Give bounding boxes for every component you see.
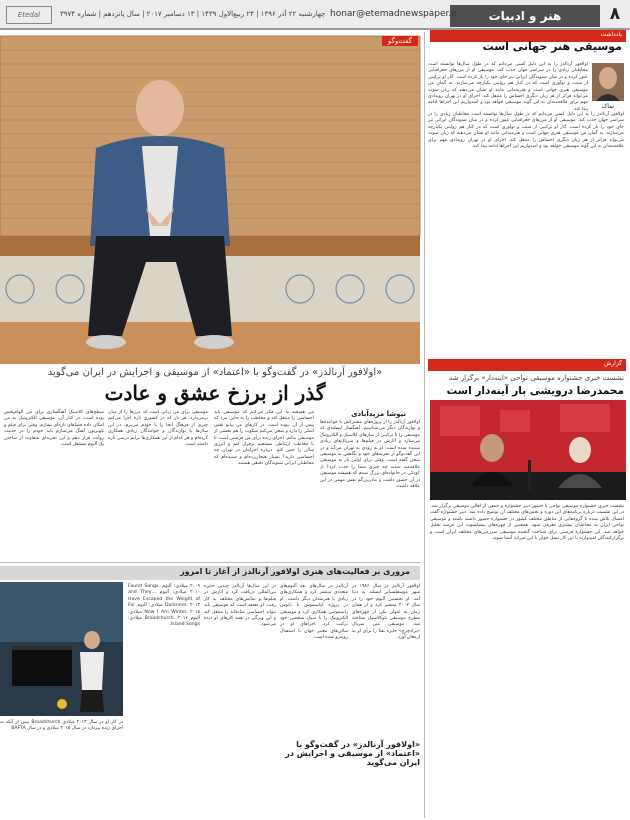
side-title: موسیقی هنر جهانی است bbox=[482, 40, 622, 53]
main-story-col3: موسیقی برای من زبانی است که مرزها را از میان برمی‌دارد. هر بار که در کشوری تازه اجرا می‌کنم چیزی از فرهنگ آنجا را با خودم می‌برم. در این سال‌ها با نوازندگان و خوانندگان زیادی همکاری کرده‌ام و هر کدام از این همکاری‌ها برایم درسی تازه داشته است. bbox=[108, 410, 208, 448]
band-title: مروری بر فعالیت‌های هنری اولافور آرنالدز از آغاز تا امروز bbox=[180, 567, 410, 576]
main-story-col4: سطح‌های کلاسیک آهنگسازی برای من الهام‌بخش بوده است. در کنار آن، موسیقی الکترونیک به من امکان داده فضاهای تازه‌ای بسازم. وقتی برای فیلم و تلویزیون آهنگ می‌سازم باید خودم را در خدمت روایت قرار دهم و این تجربه‌ای متفاوت از ساختن یک آلبوم مستقل است. bbox=[4, 410, 104, 448]
bottom-col-1: ۲۰۰۹ میلادی: آلبوم Found Songs. ۲۰۱۰ میلادی: آلبوم ...and They Have Escaped the Weight of Darkness. ۲۰۱۳ میلادی: آلبوم For Now I Am Winter. ۲۰۱۵ میلادی: آلبوم Broadchurch. ۲۰۱۶ میلادی: Island Songs. bbox=[128, 584, 201, 628]
main-photo bbox=[0, 36, 420, 364]
photo-kicker-label: گفت‌وگو bbox=[382, 36, 418, 46]
report-body: نشست خبری جشنواره موسیقی نواحی با حضور دبیر جشنواره و جمعی از اهالی موسیقی برگزار شد. در این نشست درباره برنامه‌های این دوره و بخش‌های مختلف آن توضیح داده شد. دبیر جشنواره گفت امسال تلاش شده تا گروه‌هایی از مناطق مختلف کشور در جشنواره حضور داشته باشند و موسیقی نواحی ایران به مخاطبان بیشتری معرفی شود. همچنین از چهره‌های پیشکسوت این عرصه تجلیل خواهد شد. این جشنواره فرصتی برای شناخت گنجینه موسیقی سرزمین‌های مختلف ایران است و برگزارکنندگان امیدوارند با این کار نسل جوان با این میراث آشنا شوند. bbox=[430, 504, 624, 542]
main-story-byline: نیوشا مزیدآبادی bbox=[351, 410, 406, 418]
main-story-col2: من همیشه به این فکر می‌کنم که موسیقی باید احساسی را منتقل کند و مخاطب را به جایی ببرد که پیش از آن نبوده است. در کارهای من پیانو نقش اصلی را دارد و سعی می‌کنم سکوت را هم بخشی از موسیقی بدانم. اجرای زنده برای من فرصتی است تا با مخاطب ارتباطی مستقیم برقرار کنم و انرژی سالن را حس کنم. درباره اجرایتان در تهران چه احساسی دارید؟ بسیار هیجان‌زده‌ام و شنیده‌ام که مخاطبان ایرانی شنوندگان دقیقی هستند. bbox=[214, 410, 314, 467]
issue-line: چهارشنبه ۲۲ آذر ۱۳۹۶ | ۲۴ ربیع‌الاول ۱۴۳۹ | ۱۳ دسامبر ۲۰۱۷ | سال پانزدهم | شماره ۳۹۷۴ bbox=[60, 10, 326, 18]
side-text-top: اولافور آرنالدز را به این دلیل کسی می‌دانم که در طول سال‌ها توانسته است مخاطبان زیادی را در سراسر جهان جذب کند. موسیقی او از مرزهای جغرافیایی عبور کرده و در میان شنوندگان ایرانی نیز جای خود را باز کرده است. آثار او ترکیبی از سنت و نوآوری است که در کنار هم روایتی یکپارچه می‌سازند. به گمان من موسیقی هنری جهانی است و هنرمندانی مانند او نشان می‌دهند که زبان صوت می‌تواند فراتر از هر زبان دیگری احساس را منتقل کند. اجرای او در تهران رویدادی مهم برای علاقه‌مندان به این گونه موسیقی خواهد بود و امیدواریم این اجراها ادامه پیدا کند. bbox=[428, 62, 588, 112]
side-kicker-label: یادداشت bbox=[600, 31, 622, 38]
report-title: محمدرضا درویشی بار آینه‌دار است bbox=[446, 385, 624, 397]
bottom-col-3: آرنالدز در سال‌های بعد آلبوم‌های متعددی منتشر کرد و همکاری‌های زیادی با هنرمندان دیگر داشت. او در پروژه کیاسموس با یانوس راسموسن همکاری کرد و موسیقی الکترونیک را با سبک شخصی خود ترکیب کرد. اجراهای او در سالن‌های معتبر جهان با استقبال روبه‌رو شده است. bbox=[280, 584, 348, 641]
bottom-pullquote: «اولافور آرنالدز» در گفت‌وگو با «اعتماد» از موسیقی و اجرایش در ایران می‌گوید bbox=[285, 740, 420, 767]
newspaper-logo: Etedal bbox=[6, 6, 52, 24]
author-name: نماک bbox=[601, 103, 615, 110]
side-text-body: اولافور آرنالدز را به این دلیل کسی می‌دانم که در طول سال‌ها توانسته است مخاطبان زیادی را در سراسر جهان جذب کند. موسیقی او از مرزهای جغرافیایی عبور کرده و در میان شنوندگان ایرانی نیز جای خود را باز کرده است. آثار او ترکیبی از سنت و نوآوری است که در کنار هم روایتی یکپارچه می‌سازند. به گمان من موسیقی هنری جهانی است و هنرمندانی مانند او نشان می‌دهند که زبان صوت می‌تواند فراتر از هر زبان دیگری احساس را منتقل کند. اجرای او در تهران رویدادی مهم برای علاقه‌مندان به این گونه موسیقی خواهد بود و امیدواریم این اجراها ادامه پیدا کند. bbox=[428, 112, 624, 150]
section-rule bbox=[0, 562, 420, 563]
author-photo bbox=[592, 63, 624, 101]
report-kicker: نشست خبری جشنواره موسیقی نواحی «اینه‌دار» برگزار شد bbox=[449, 374, 624, 382]
column-rule bbox=[424, 32, 425, 818]
site-email[interactable]: honar@etemadnewspaper.ir bbox=[330, 9, 458, 19]
bottom-col-4: اولافور آرنالدز در سال ۱۹۸۶ در شهر موسفلسبایر ایسلند به دنیا آمد. او نخستین آلبوم خود را در سال ۲۰۰۷ منتشر کرد و از همان زمان به عنوان یکی از چهره‌های مطرح موسیقی نئوکلاسیک شناخته شد. موسیقی متن سریال «برادچرچ» جایزه بفتا را برای او به ارمغان آورد. bbox=[352, 584, 421, 641]
bottom-photo bbox=[0, 582, 123, 716]
bottom-col-2: در این سال‌ها آرنالدز چندین جایزه بین‌المللی دریافت کرد و آثارش در فیلم‌ها و نمایش‌های مختلف به کار رفت. او معتقد است که موسیقی باید بتواند احساسی صادقانه را منتقل کند و این ویژگی در همه کارهای او دیده می‌شود. bbox=[204, 584, 276, 628]
report-tag-label: گزارش bbox=[603, 360, 622, 367]
bottom-caption: در کار او در سال ۲۰۱۳ میلادی Broadchurch پیش از آنکه به اجرای زنده بپردازد در سال ۲۰۱۵ میلادی و در سال BAFTA bbox=[0, 720, 124, 732]
section-title: هنر و ادبیات bbox=[450, 5, 600, 27]
main-headline: گذر از برزخ عشق و عادت bbox=[104, 381, 326, 405]
report-tag-bar bbox=[428, 359, 626, 371]
report-photo bbox=[430, 400, 626, 500]
page-number: ۸ bbox=[609, 4, 621, 24]
main-story-kicker: «اولافور آرنالدز» در گفت‌وگو با «اعتماد» از موسیقی و اجرایش در ایران می‌گوید bbox=[47, 367, 383, 378]
main-story-col1: اولافور آرنالدز را از پروژه‌های مشترکش با خواننده‌ها و نوازندگان دیگر می‌شناسیم. آهنگساز ایسلندی که موسیقی را با ترکیبی از سازهای کلاسیک و الکترونیک می‌سازد و آثارش در فیلم‌ها و سریال‌های زیادی شنیده شده است. او به زودی به تهران می‌آید و در این گفت‌وگو از تجربه‌های خود و نگاهش به موسیقی سخن گفته است. وقتی برای اولین بار به موسیقی علاقه‌مند شدید چه چیزی شما را جذب کرد؟ از کودکی در خانواده‌ای بزرگ شدم که همیشه موسیقی در آن حضور داشت و مادربزرگم نقش مهمی در این علاقه داشت. bbox=[320, 420, 420, 490]
